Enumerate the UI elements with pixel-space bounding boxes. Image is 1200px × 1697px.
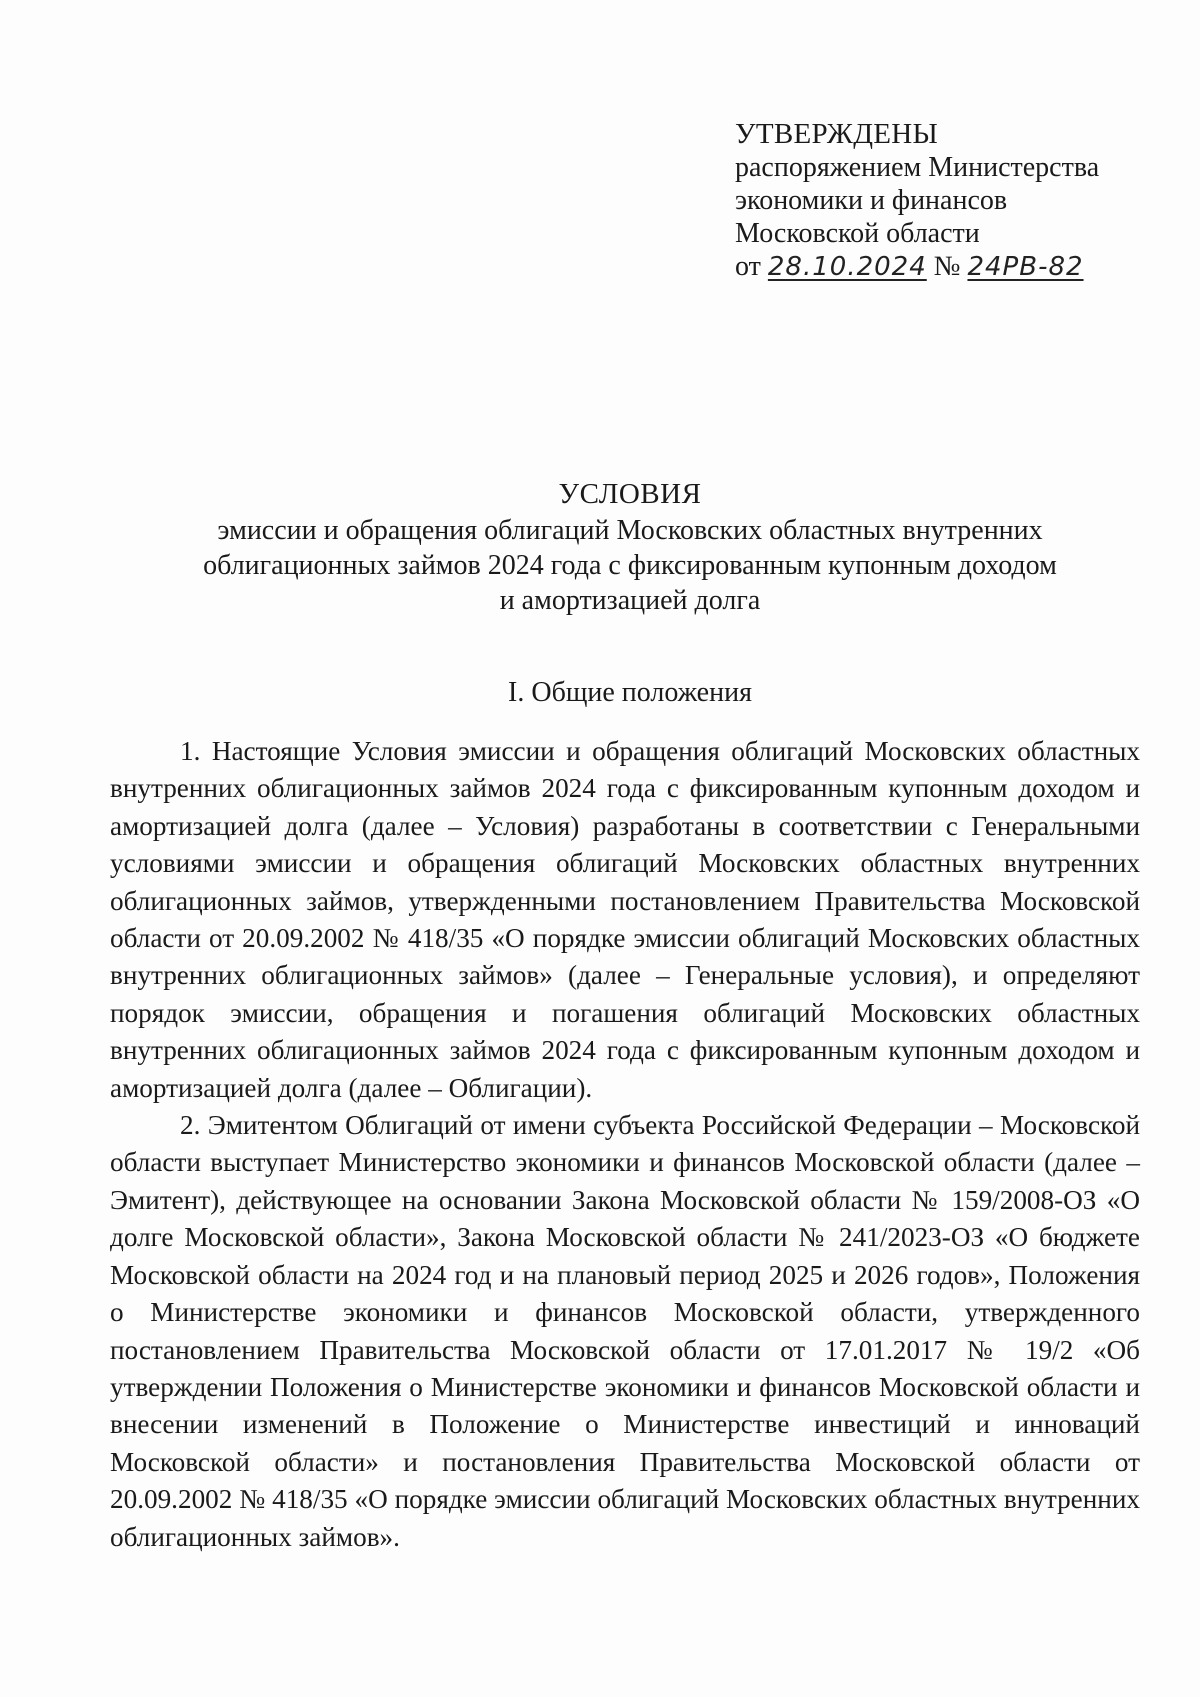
- approval-date-line: [735, 250, 1155, 284]
- document-subtitle-line-1: эмиссии и обращения облигаций Московских областных внутренних: [217, 515, 1043, 546]
- document-title: УСЛОВИЯ: [558, 478, 702, 510]
- handwritten-number: 24РВ-82: [967, 252, 1084, 282]
- approval-line-1: распоряжением Министерства: [735, 152, 1100, 183]
- paragraph-2: 2. Эмитентом Облигаций от имени субъекта Российской Федерации – Московской области выступает Министерство экономики и финансов Московской области (далее – Эмитент), действующее на основании Закона Московской области № 159/2008-ОЗ «О долге Московской области», Закона Московской области № 241/2023-ОЗ «О бюджете Московской области на 2024 год и на плановый период 2025 и 2026 годов», Положения о Министерстве экономики и финансов Московской области, утвержденного постановлением Правительства Московской области от 17.01.2017 № 19/2 «Об утверждении Положения о Министерстве экономики и финансов Московской области и внесении изменений в Положение о Министерстве инвестиций и инноваций Московской области» и постановления Правительства Московской области от 20.09.2002 № 418/35 «О порядке эмиссии облигаций Московских областных внутренних облигационных займов».: [110, 1110, 1140, 1552]
- document-subtitle-line-2: облигационных займов 2024 года с фиксированным купонным доходом: [203, 550, 1057, 581]
- section-heading: I. Общие положения: [508, 677, 752, 708]
- approval-line-2: экономики и финансов: [735, 185, 1008, 216]
- handwritten-date: 28.10.2024: [767, 252, 927, 282]
- number-sign: №: [933, 251, 961, 282]
- document-subtitle-line-3: и амортизацией долга: [499, 585, 761, 616]
- approval-line-3: Московской области: [735, 218, 980, 249]
- document-body: [110, 733, 1140, 1556]
- approval-block: [735, 118, 1155, 284]
- paragraph-1: 1. Настоящие Условия эмиссии и обращения облигаций Московских областных внутренних облигационных займов 2024 года с фиксированным купонным доходом и амортизацией долга (далее – Условия) разработаны в соответствии с Генеральными условиями эмиссии и обращения облигаций Московских областных внутренних облигационных займов, утвержденными постановлением Правительства Московской области от 20.09.2002 № 418/35 «О порядке эмиссии облигаций Московских областных внутренних облигационных займов» (далее – Генеральные условия), и определяют порядок эмиссии, обращения и погашения облигаций Московских областных внутренних облигационных займов 2024 года с фиксированным купонным доходом и амортизацией долга (далее – Облигации).: [110, 736, 1140, 1103]
- date-prefix: от: [735, 251, 761, 282]
- document-title-block: [150, 477, 1110, 618]
- approval-title: УТВЕРЖДЕНЫ: [735, 118, 939, 150]
